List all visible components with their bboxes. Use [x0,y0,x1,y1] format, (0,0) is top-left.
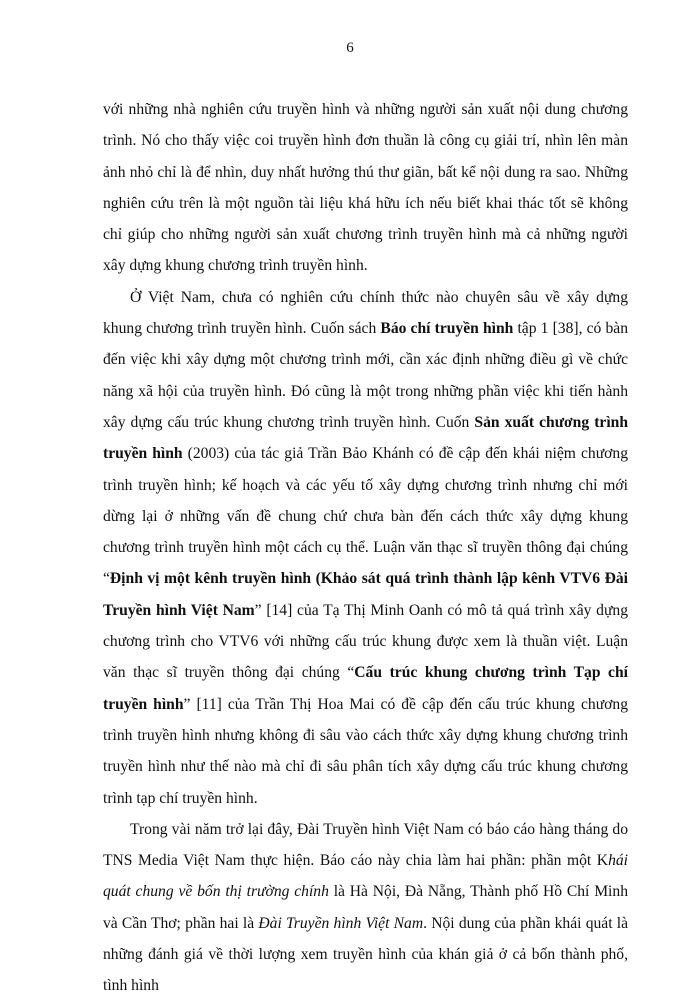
paragraph-continuation [103,94,628,282]
book-title-bao-chi-truyen-hinh: Báo chí truyền hình [380,320,514,338]
paragraph-text: . Nội dung của phần khái quát là những đánh giá về thời lượng xem truyền hình của khán giả ở cả bốn thành phố, tình hình [103,914,629,995]
report-section-title-dai-truyen-hinh: Đài Truyền hình Việt Nam [258,914,424,932]
thesis-title-cau-truc-khung: Cấu trúc khung chương trình Tạp chí truyền hình [103,664,628,713]
document-body [103,94,628,1002]
paragraph-literature-review [103,282,628,814]
paragraph-text: Ở Việt Nam, chưa có nghiên cứu chính thức nào chuyên sâu về xây dựng khung chương trình truyền hình. Cuốn sách [103,288,628,338]
report-section-title-khai-quat: hái quát chung về bốn thị trường chính [103,852,628,901]
book-title-san-xuat-chuong-trinh: Sản xuất chương trình truyền hình [103,413,628,463]
paragraph-text: ” [14] của Tạ Thị Minh Oanh có mô tả quá trình xây dựng chương trình cho VTV6 với những cấu trúc khung được xem là thuần việt. Luận văn thạc sĩ truyền thông đại chúng “ [103,601,629,682]
paragraph-text: với những nhà nghiên cứu truyền hình và những người sản xuất nội dung chương trình. Nó cho thấy việc coi truyền hình đơn thuần là công cụ giải trí, nhìn lên màn ảnh nhỏ chỉ là để nhìn, duy nhất hưởng thú thư giãn, bất kể nội dung ra sao. Những nghiên cứu trên là một nguồn tài liệu khá hữu ích nếu biết khai thác tốt sẽ không chỉ giúp cho những người sản xuất chương trình truyền hình mà cả những người xây dựng khung chương trình truyền hình. [103,101,628,275]
paragraph-tns-report [103,814,628,1002]
paragraph-text: ” [11] của Trần Thị Hoa Mai có đề cập đến cấu trúc khung chương trình truyền hình nhưng không đi sâu vào cách thức xây dựng khung chương trình truyền hình như thế nào mà chỉ đi sâu phân tích xây dựng cấu trúc khung chương trình tạp chí truyền hình. [103,695,628,807]
paragraph-text: (2003) của tác giả Trần Bảo Khánh có đề cập đến khái niệm chương trình truyền hình; kế hoạch và các yếu tố xây dựng chương trình nhưng chỉ mới dừng lại ở những vấn đề chung chứ chưa bàn đến cách thức xây dựng khung chương trình truyền hình một cách cụ thể. Luận văn thạc sĩ truyền thông đại chúng “ [103,445,628,588]
paragraph-text: Trong vài năm trở lại đây, Đài Truyền hình Việt Nam có báo cáo hàng tháng do TNS Media Việt Nam thực hiện. Báo cáo này chia làm hai phần: phần một K [103,820,628,870]
paragraph-text: tập 1 [38], có bàn đến việc khi xây dựng một chương trình mới, cần xác định những điều gì về chức năng xã hội của truyền hình. Đó cũng là một trong những phần việc khi tiến hành xây dựng cấu trúc khung chương trình truyền hình. Cuốn [103,320,628,431]
paragraph-text: là Hà Nội, Đà Nẵng, Thành phố Hồ Chí Minh và Cần Thơ; phần hai là [103,883,628,932]
thesis-title-dinh-vi-kenh: Định vị một kênh truyền hình (Khảo sát quá trình thành lập kênh VTV6 Đài Truyền hình Việt Nam [103,570,628,619]
page-number: 6 [346,40,354,56]
